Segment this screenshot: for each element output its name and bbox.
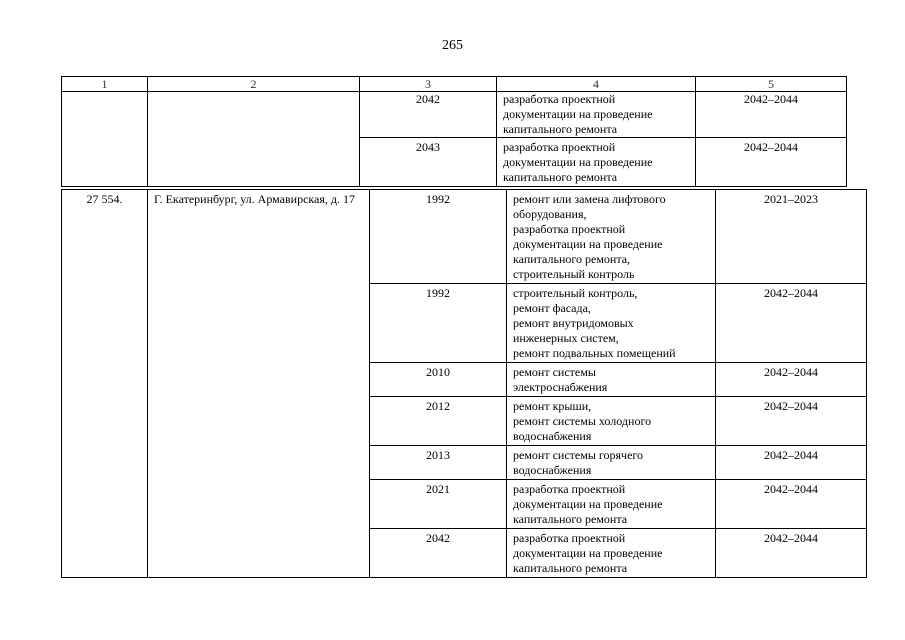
table-entry: [61, 189, 867, 578]
work-line: ремонт фасада,: [513, 301, 591, 315]
year-cell: 2042: [360, 92, 497, 138]
header-col-5: 5: [696, 77, 847, 92]
year-cell: 2043: [360, 138, 497, 187]
period-cell: 2042–2044: [716, 284, 867, 363]
year-cell: 2021: [370, 480, 507, 529]
year-cell: 1992: [370, 190, 507, 284]
year-cell: 2010: [370, 363, 507, 397]
table-row: [62, 92, 847, 138]
work-cell: [507, 446, 716, 480]
work-line: ремонт системы холодного: [513, 414, 652, 428]
header-col-4: 4: [497, 77, 696, 92]
year-cell: 2013: [370, 446, 507, 480]
period-cell: 2042–2044: [716, 446, 867, 480]
work-line: разработка проектной: [513, 531, 626, 545]
work-line: инженерных систем,: [513, 331, 619, 345]
work-line: ремонт внутридомовых: [513, 316, 634, 330]
work-line: ремонт крыши,: [513, 399, 592, 413]
work-line: электроснабжения: [513, 380, 608, 394]
empty-address-cell: [148, 92, 360, 187]
work-line: оборудования,: [513, 207, 587, 221]
period-cell: 2021–2023: [716, 190, 867, 284]
work-line: документации на проведение: [503, 155, 653, 169]
work-line: водоснабжения: [513, 463, 592, 477]
page-number: 265: [442, 38, 463, 53]
period-cell: 2042–2044: [716, 397, 867, 446]
work-cell: [507, 480, 716, 529]
work-line: ремонт системы горячего: [513, 448, 644, 462]
work-cell: [507, 529, 716, 578]
period-cell: 2042–2044: [716, 529, 867, 578]
header-col-2: 2: [148, 77, 360, 92]
empty-number-cell: [62, 92, 148, 187]
work-line: ремонт подвальных помещений: [513, 346, 676, 360]
entry-number: 27 554.: [62, 190, 148, 578]
work-cell: [497, 92, 696, 138]
work-cell: [507, 397, 716, 446]
period-cell: 2042–2044: [696, 92, 847, 138]
work-line: разработка проектной: [503, 140, 616, 154]
work-line: капитального ремонта,: [513, 252, 631, 266]
year-cell: 2042: [370, 529, 507, 578]
work-line: капитального ремонта: [513, 561, 628, 575]
work-line: разработка проектной: [503, 92, 616, 106]
work-line: капитального ремонта: [503, 170, 618, 184]
entry-address: Г. Екатеринбург, ул. Армавирская, д. 17: [148, 190, 370, 578]
work-line: капитального ремонта: [503, 122, 618, 136]
period-cell: 2042–2044: [716, 363, 867, 397]
table-row: [62, 190, 867, 284]
work-line: документации на проведение: [503, 107, 653, 121]
work-line: водоснабжения: [513, 429, 592, 443]
work-line: капитального ремонта: [513, 512, 628, 526]
header-col-1: 1: [62, 77, 148, 92]
header-col-3: 3: [360, 77, 497, 92]
table-continuation: [61, 76, 847, 187]
work-line: документации на проведение: [513, 497, 663, 511]
work-line: документации на проведение: [513, 237, 663, 251]
work-line: разработка проектной: [513, 222, 626, 236]
work-line: ремонт или замена лифтового: [513, 192, 666, 206]
work-line: разработка проектной: [513, 482, 626, 496]
table-header-row: [62, 77, 847, 92]
work-line: строительный контроль: [513, 267, 635, 281]
work-cell: [497, 138, 696, 187]
work-cell: [507, 190, 716, 284]
period-cell: 2042–2044: [696, 138, 847, 187]
work-cell: [507, 363, 716, 397]
work-line: ремонт системы: [513, 365, 596, 379]
year-cell: 2012: [370, 397, 507, 446]
year-cell: 1992: [370, 284, 507, 363]
work-cell: [507, 284, 716, 363]
work-line: документации на проведение: [513, 546, 663, 560]
period-cell: 2042–2044: [716, 480, 867, 529]
work-line: строительный контроль,: [513, 286, 638, 300]
